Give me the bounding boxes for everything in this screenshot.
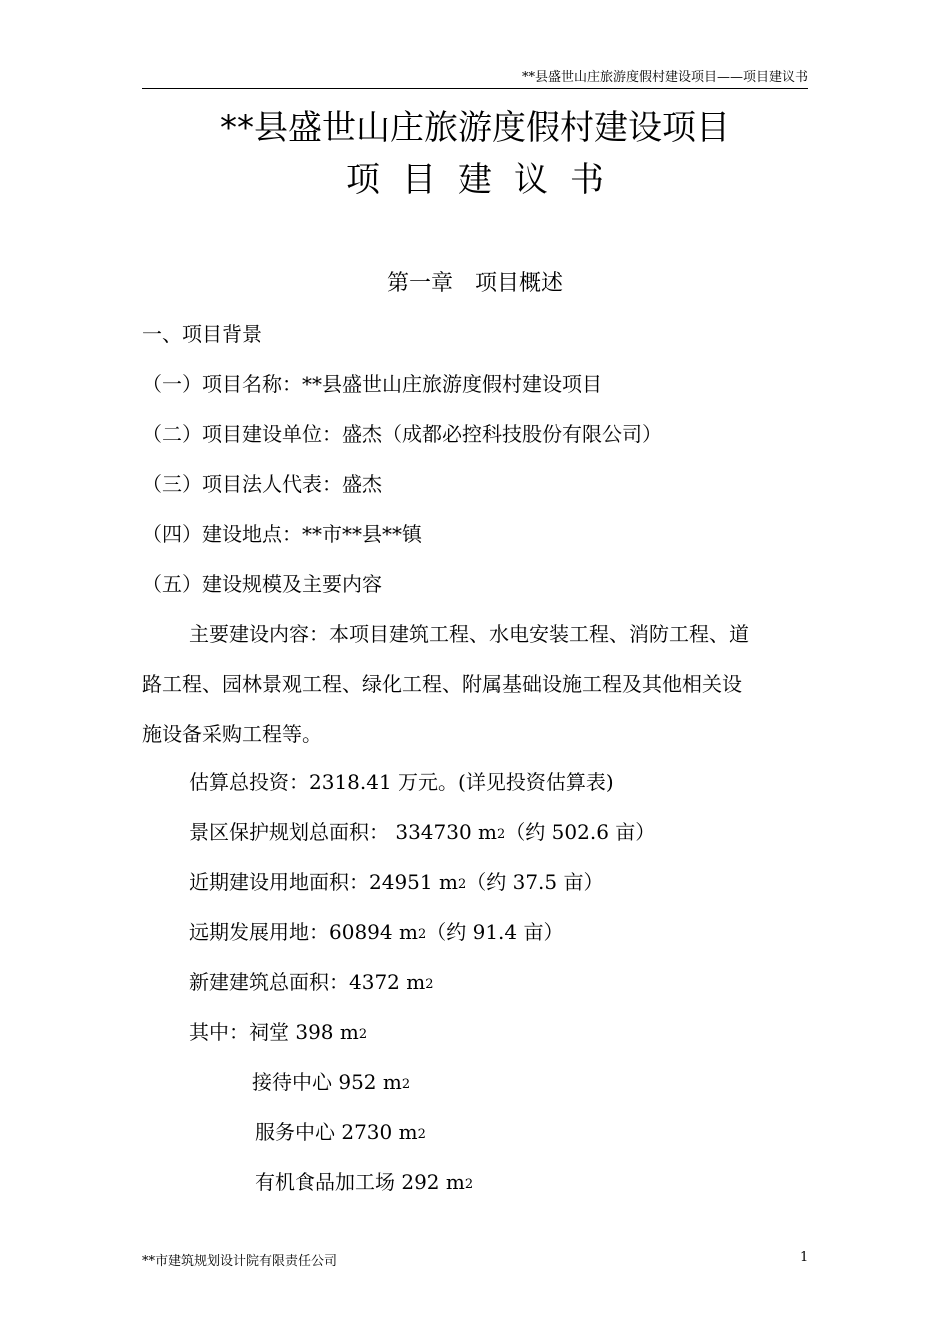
scenic-area-label: 景区保护规划总面积： 334730 m	[189, 820, 498, 844]
new-building-label: 新建建筑总面积：4372 m	[189, 970, 426, 994]
near-term-land-area	[189, 868, 603, 900]
content-paragraph-line: 路工程、园林景观工程、绿化工程、附属基础设施工程及其他相关设	[142, 672, 742, 696]
near-term-label: 近期建设用地面积：24951 m	[189, 870, 458, 894]
document-subtitle: 项目建议书	[346, 160, 626, 200]
scenic-area-total	[189, 818, 655, 850]
running-header: **县盛世山庄旅游度假村建设项目——项目建议书	[521, 70, 808, 85]
footer-company: **市建筑规划设计院有限责任公司	[142, 1254, 338, 1269]
near-term-conversion: （约 37.5 亩）	[466, 870, 604, 894]
long-term-conversion: （约 91.4 亩）	[426, 920, 564, 944]
scenic-area-conversion: （约 502.6 亩）	[505, 820, 656, 844]
document-title: **县盛世山庄旅游度假村建设项目	[220, 108, 730, 148]
project-name-item: （一）项目名称：**县盛世山庄旅游度假村建设项目	[142, 372, 602, 396]
service-center-label: 服务中心 2730 m	[255, 1120, 418, 1144]
header-divider	[142, 88, 808, 89]
content-paragraph-line: 主要建设内容：本项目建筑工程、水电安装工程、消防工程、道	[189, 622, 749, 646]
chapter-heading: 第一章 项目概述	[386, 271, 563, 296]
unit-superscript: 2	[358, 1027, 368, 1042]
reception-center-label: 接待中心 952 m	[252, 1070, 402, 1094]
page-number: 1	[800, 1250, 809, 1265]
ancestral-hall-area	[189, 1018, 367, 1050]
organic-food-plant-area	[255, 1168, 473, 1200]
unit-superscript: 2	[497, 827, 506, 842]
section-heading: 一、项目背景	[142, 322, 262, 346]
ancestral-hall-label: 其中：祠堂 398 m	[189, 1020, 359, 1044]
scale-content-item: （五）建设规模及主要内容	[142, 572, 382, 596]
unit-superscript: 2	[417, 1127, 426, 1142]
unit-superscript: 2	[417, 927, 427, 942]
new-building-area	[189, 968, 434, 1000]
reception-center-area	[252, 1068, 410, 1100]
service-center-area	[255, 1118, 426, 1150]
long-term-label: 远期发展用地：60894 m	[189, 920, 418, 944]
unit-superscript: 2	[425, 977, 434, 992]
total-investment: 估算总投资：2318.41 万元。(详见投资估算表)	[189, 770, 614, 794]
construction-unit-item: （二）项目建设单位：盛杰（成都必控科技股份有限公司）	[142, 422, 662, 446]
long-term-land-area	[189, 918, 563, 950]
content-paragraph-line: 施设备采购工程等。	[142, 722, 322, 746]
construction-location-item: （四）建设地点：**市**县**镇	[142, 522, 422, 546]
unit-superscript: 2	[401, 1077, 411, 1092]
unit-superscript: 2	[457, 877, 467, 892]
unit-superscript: 2	[464, 1177, 474, 1192]
organic-food-plant-label: 有机食品加工场 292 m	[255, 1170, 465, 1194]
legal-representative-item: （三）项目法人代表：盛杰	[142, 472, 382, 496]
